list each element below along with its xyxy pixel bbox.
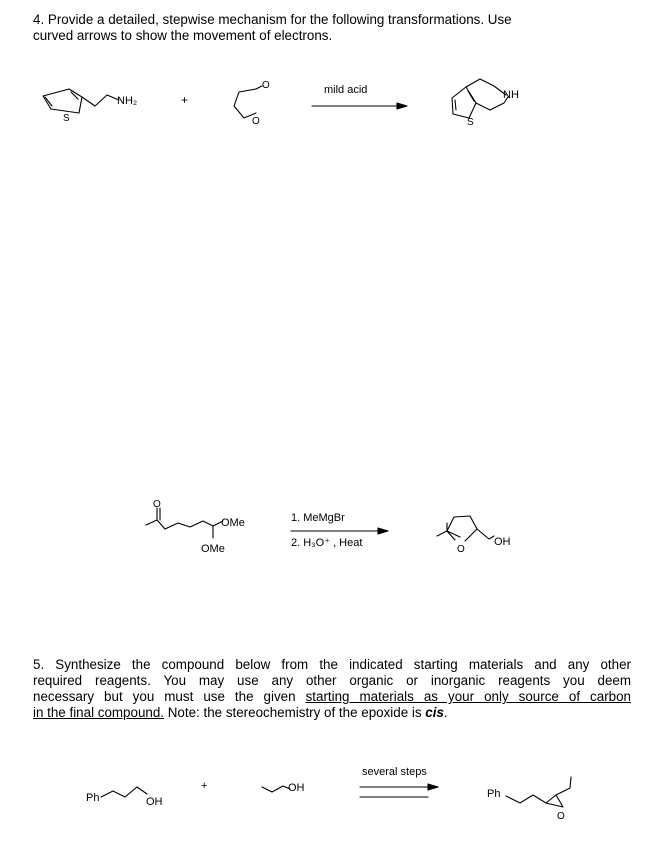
product-thiophene-double-bond bbox=[455, 100, 456, 110]
product-ethyl-branch bbox=[556, 777, 571, 795]
dioxolane-top-o-label: O bbox=[262, 80, 270, 91]
product-oh-label: OH bbox=[494, 536, 511, 548]
propanol-structure bbox=[262, 782, 305, 794]
question-5-line-3-text: necessary but you must use the given bbox=[33, 689, 306, 704]
thiophene-double-bond-2 bbox=[71, 92, 78, 99]
mild-acid-label: mild acid bbox=[324, 84, 368, 96]
epoxide-product-chain bbox=[506, 795, 563, 807]
reaction-2 bbox=[146, 499, 511, 555]
keto-acetal-chain bbox=[146, 520, 223, 529]
product-hydroxymethyl bbox=[477, 529, 494, 539]
reaction-1 bbox=[43, 79, 519, 128]
reaction-1-plus-sign: + bbox=[181, 93, 189, 107]
question-5-cis-emphasis: cis bbox=[425, 705, 444, 720]
reagent-step-2: 2. H₃O⁺ , Heat bbox=[291, 537, 363, 549]
keto-acetal-structure bbox=[146, 499, 245, 555]
product-ring bbox=[447, 516, 477, 541]
cis-epoxide-product-structure bbox=[487, 777, 571, 822]
several-steps-label: several steps bbox=[362, 766, 427, 778]
question-4-line-2: curved arrows to show the movement of electrons. bbox=[33, 28, 333, 43]
phenyl-label: Ph bbox=[86, 792, 100, 804]
epoxide-o-label: O bbox=[557, 811, 565, 822]
product-s-label: S bbox=[467, 117, 474, 128]
product-fused-double-bond bbox=[468, 91, 474, 101]
question-5-number: 5. bbox=[33, 657, 45, 672]
thiophene-ring bbox=[43, 89, 82, 113]
dioxolane-bottom-o-label: O bbox=[252, 116, 260, 127]
reaction-3-arrowhead-top bbox=[428, 784, 438, 790]
question-5-underlined-carbon-source: starting materials as your only source of carbon bbox=[305, 689, 631, 704]
dioxolane-ring bbox=[234, 89, 256, 118]
thiophene-amine-structure bbox=[43, 89, 137, 124]
question-5-underlined-final-compound: in the final compound. bbox=[33, 705, 165, 720]
methoxy-label-2: OMe bbox=[201, 543, 225, 555]
question-5-line-2: required reagents. You may use any other organic or inorganic reagents you deem bbox=[33, 673, 631, 688]
question-5-note: Note: the stereochemistry of the epoxide is bbox=[164, 705, 426, 720]
phenyl-alcohol-structure bbox=[86, 787, 163, 808]
reagent-step-1: 1. MeMgBr bbox=[291, 512, 345, 524]
question-5-line-1-text: Synthesize the compound below from the indicated starting materials and any other bbox=[55, 657, 631, 672]
product-ring-o-label: O bbox=[457, 544, 465, 555]
tetrahydrothienopyridine-structure bbox=[452, 79, 519, 128]
propanol-chain bbox=[262, 786, 290, 792]
reaction-1-arrowhead bbox=[397, 103, 407, 109]
question-4-line-1: Provide a detailed, stepwise mechanism for the following transformations. Use bbox=[47, 12, 512, 27]
phenyl-alcohol-oh-label: OH bbox=[146, 796, 163, 808]
carbonyl-o-label: O bbox=[153, 499, 161, 510]
amine-label: NH₂ bbox=[117, 95, 138, 107]
question-5-period: . bbox=[443, 705, 448, 720]
product-phenyl-label: Ph bbox=[487, 788, 501, 800]
question-4-number: 4. bbox=[33, 12, 45, 27]
thiophene-s-label: S bbox=[63, 113, 70, 124]
tetrahydrofuran-product-structure bbox=[437, 516, 511, 555]
phenyl-alcohol-chain bbox=[101, 787, 147, 797]
product-piperidine-top bbox=[466, 79, 506, 95]
methoxy-label-1: OMe bbox=[221, 517, 245, 529]
reaction-2-arrowhead bbox=[378, 528, 388, 534]
reaction-3-plus-sign: + bbox=[201, 780, 208, 792]
dioxolane-structure bbox=[234, 80, 270, 127]
product-nh-label: NH bbox=[503, 89, 519, 101]
propanol-oh-label: OH bbox=[288, 782, 305, 794]
ethylamine-chain bbox=[82, 95, 119, 106]
reaction-3 bbox=[86, 766, 571, 822]
